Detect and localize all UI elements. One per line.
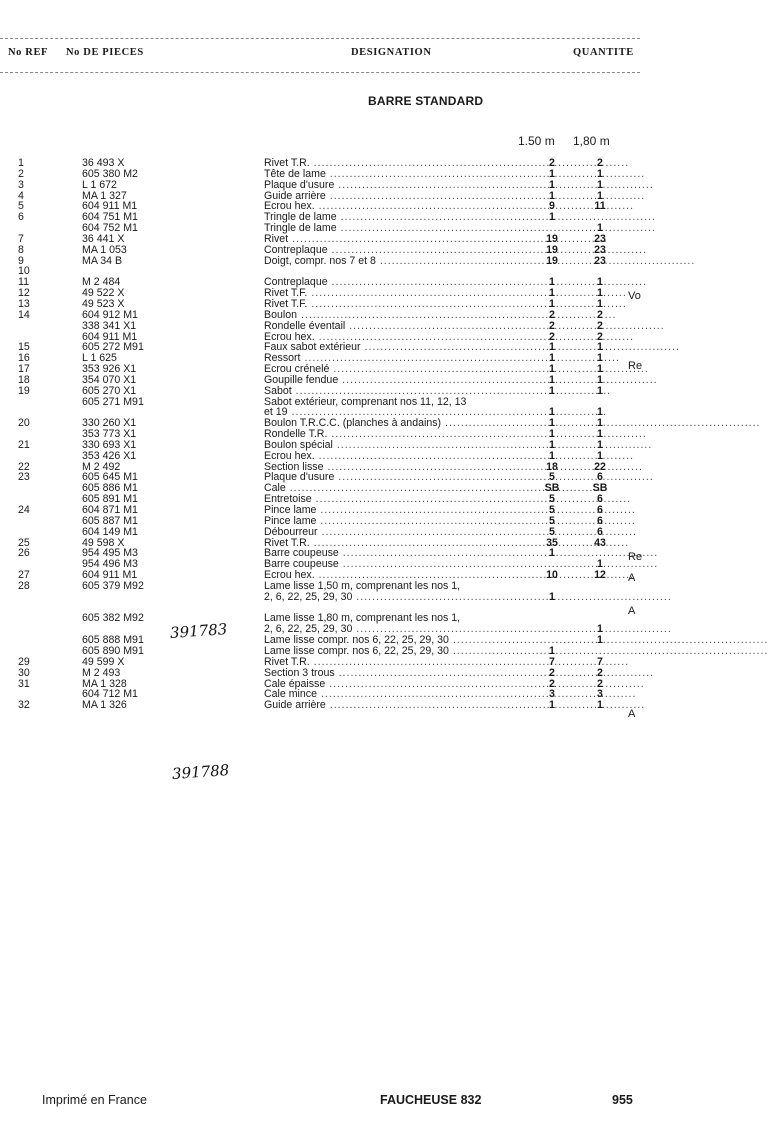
quantity-180: 6 [597, 504, 603, 516]
quantity-180: 43 [594, 536, 606, 549]
margin-mark: A [628, 572, 636, 584]
part-number: 954 495 M3 [82, 547, 138, 560]
designation: Tringle de lame ..... [264, 223, 526, 234]
designation: Doigt, compr. nos 7 et 8 ..... [264, 256, 526, 267]
designation: Rondelle éventail ..... [264, 321, 526, 332]
quantity-150: 1 [549, 384, 555, 397]
quantity-180: 1 [597, 634, 603, 647]
designation: Section lisse ..... [264, 462, 526, 473]
part-number: M 2 492 [82, 460, 121, 473]
quantity-180: 1 [597, 417, 603, 430]
quantity-150: 1 [549, 276, 555, 289]
designation: Tête de lame ..... [264, 169, 526, 180]
designation: Cale mince ..... [264, 689, 526, 700]
quantity-180: 22 [594, 460, 606, 473]
ref-number: 5 [18, 200, 24, 213]
ref-number: 17 [18, 363, 30, 376]
quantity-150: 3 [549, 688, 555, 701]
table-row [0, 256, 640, 267]
quantity-180: 23 [594, 243, 606, 256]
quantity-150: 19 [546, 243, 558, 256]
ref-number: 12 [18, 287, 30, 300]
ref-number: 24 [18, 504, 30, 516]
quantity-180: 2 [597, 330, 603, 343]
ref-number: 6 [18, 211, 24, 224]
quantity-180: 1 [597, 373, 603, 386]
quantity-150: 5 [549, 493, 555, 506]
quantity-180: 6 [597, 471, 603, 484]
ref-number: 14 [18, 308, 30, 321]
part-number: 605 270 X1 [82, 384, 137, 397]
designation: Rivet T.R. ..... [264, 538, 526, 549]
footer-printed: Imprimé en France [42, 1093, 147, 1107]
quantity-180: 6 [597, 514, 603, 527]
ref-number: 25 [18, 536, 30, 549]
margin-mark: Vo [628, 290, 641, 302]
quantity-180: 1 [597, 449, 603, 462]
ref-number: 1 [18, 157, 24, 169]
ref-number: 21 [18, 438, 30, 451]
table-row [0, 245, 640, 256]
designation: Lame lisse 1,80 m, comprenant les nos 1, [264, 612, 461, 625]
designation: Section 3 trous ..... [264, 668, 526, 679]
ref-number: 7 [18, 232, 24, 245]
designation: Lame lisse compr. nos 6, 22, 25, 29, 30 ..... [264, 646, 526, 657]
quantity-180: 3 [597, 688, 603, 701]
part-number: 49 598 X [82, 536, 125, 549]
part-number: 338 341 X1 [82, 319, 137, 332]
quantity-150: 1 [549, 417, 555, 430]
quantity-150: SB [544, 482, 560, 495]
part-number: 36 493 X [82, 157, 125, 169]
designation: Lame lisse compr. nos 6, 22, 25, 29, 30 ..... [264, 635, 526, 646]
part-number: 605 891 M1 [82, 493, 138, 506]
ref-number: 9 [18, 254, 24, 267]
quantity-150: 5 [549, 504, 555, 516]
quantity-150: 1 [549, 189, 555, 202]
designation: Ecrou hex. ..... [264, 570, 526, 581]
designation: Barre coupeuse ..... [264, 548, 526, 559]
quantity-180: 12 [594, 569, 606, 582]
part-number: 605 886 M1 [82, 482, 138, 495]
part-number: 604 912 M1 [82, 308, 138, 321]
part-number: MA 1 053 [82, 243, 127, 256]
designation: Pince lame ..... [264, 505, 526, 516]
ref-number: 27 [18, 569, 30, 582]
designation: Boulon T.R.C.C. (planches à andains) ..... [264, 418, 526, 429]
part-number: 605 888 M91 [82, 634, 144, 647]
ref-number: 16 [18, 352, 30, 365]
designation: Débourreur ..... [264, 527, 526, 538]
part-number: 330 260 X1 [82, 417, 137, 430]
ref-number: 31 [18, 677, 30, 690]
margin-mark: A [628, 708, 636, 720]
quantity-150: 5 [549, 471, 555, 484]
quantity-180: 23 [594, 254, 606, 267]
designation: Lame lisse 1,50 m, comprenant les nos 1, [264, 579, 461, 592]
designation: Boulon ..... [264, 310, 526, 321]
part-number: 604 149 M1 [82, 525, 138, 538]
designation: Sabot ..... [264, 386, 526, 397]
quantity-180: 1 [597, 623, 603, 636]
quantity-150: 1 [549, 699, 555, 712]
margin-mark: Re [628, 360, 643, 372]
table-row [0, 668, 640, 679]
quantity-150: 19 [546, 254, 558, 267]
parts-table [0, 157, 643, 712]
quantity-180: 6 [597, 525, 603, 538]
part-number: L 1 625 [82, 352, 117, 365]
table-row [0, 321, 640, 332]
ref-number: 30 [18, 666, 30, 679]
quantity-180: 2 [597, 319, 603, 332]
part-number: 49 522 X [82, 287, 125, 300]
ref-number: 18 [18, 373, 30, 386]
quantity-150: 19 [546, 232, 558, 245]
designation: Ressort ..... [264, 353, 526, 364]
designation: Contreplaque ..... [264, 277, 526, 288]
quantity-150: 1 [549, 297, 555, 310]
quantity-180: 6 [597, 493, 603, 506]
table-row [0, 700, 640, 711]
designation: Cale épaisse ..... [264, 679, 526, 690]
quantity-180: 1 [597, 276, 603, 289]
quantity-150: 1 [549, 547, 555, 560]
part-number: 605 890 M91 [82, 644, 144, 657]
quantity-150: 2 [549, 319, 555, 332]
table-row [0, 386, 640, 397]
designation: Rivet T.R. ..... [264, 158, 526, 169]
quantity-180: 1 [597, 287, 603, 300]
part-number: 604 911 M1 [82, 569, 138, 582]
designation: Barre coupeuse ..... [264, 559, 526, 570]
part-number: 353 426 X1 [82, 449, 137, 462]
quantity-180: 1 [597, 352, 603, 365]
quantity-150: 7 [549, 655, 555, 668]
designation: Sabot extérieur, comprenant nos 11, 12, 13 [264, 395, 467, 408]
ref-number: 29 [18, 655, 30, 668]
part-number: 330 693 X1 [82, 438, 137, 451]
header-rule [0, 72, 640, 73]
designation: Pince lame ..... [264, 516, 526, 527]
table-row [0, 180, 640, 191]
designation: et 19 ..... [264, 407, 526, 418]
quantity-180: 2 [597, 157, 603, 169]
designation: Boulon spécial ..... [264, 440, 526, 451]
quantity-150: 1 [549, 449, 555, 462]
quantity-180: 7 [597, 655, 603, 668]
ref-number: 20 [18, 417, 30, 430]
part-number: M 2 493 [82, 666, 121, 679]
designation: Rondelle T.R. ..... [264, 429, 526, 440]
ref-number: 22 [18, 460, 30, 473]
quantity-180: 1 [597, 297, 603, 310]
part-number: 353 773 X1 [82, 428, 137, 441]
quantity-180: 1 [597, 428, 603, 441]
quantity-150: 1 [549, 167, 555, 180]
quantity-150: 2 [549, 330, 555, 343]
quantity-150: 1 [549, 438, 555, 451]
col-pieces-header: No DE PIECES [66, 47, 144, 58]
designation: Tringle de lame ..... [264, 212, 526, 223]
part-number: 954 496 M3 [82, 558, 138, 571]
quantity-180: 1 [597, 699, 603, 712]
designation: Entretoise ..... [264, 494, 526, 505]
ref-number: 26 [18, 547, 30, 560]
part-number: 604 712 M1 [82, 688, 138, 701]
part-number: 49 523 X [82, 297, 125, 310]
part-number: 605 379 M92 [82, 579, 144, 592]
ref-number: 19 [18, 384, 30, 397]
quantity-150: 35 [546, 536, 558, 549]
designation: Rivet ..... [264, 234, 526, 245]
quantity-150: 18 [546, 460, 558, 473]
quantity-180: 23 [594, 232, 606, 245]
part-number: 605 380 M2 [82, 167, 138, 180]
part-number: 354 070 X1 [82, 373, 137, 386]
part-number: 604 911 M1 [82, 200, 138, 213]
ref-number: 32 [18, 699, 30, 712]
qty-column-150: 1.50 m [518, 134, 555, 148]
designation: Ecrou hex. ..... [264, 201, 526, 212]
quantity-180: 1 [597, 363, 603, 376]
ref-number: 23 [18, 471, 30, 484]
quantity-180: 11 [594, 200, 606, 213]
designation: Rivet T.F. ..... [264, 288, 526, 299]
part-number: 49 599 X [82, 655, 125, 668]
designation: Ecrou crénelé ..... [264, 364, 526, 375]
quantity-180: 1 [597, 406, 603, 419]
designation: Ecrou hex. ..... [264, 451, 526, 462]
part-number: M 2 484 [82, 276, 121, 289]
quantity-180: 1 [597, 438, 603, 451]
part-number: MA 34 B [82, 254, 123, 267]
designation: Plaque d'usure ..... [264, 180, 526, 191]
part-number: 353 926 X1 [82, 363, 137, 376]
ref-number: 4 [18, 189, 24, 202]
table-row [0, 527, 640, 538]
quantity-180: 2 [597, 666, 603, 679]
ref-number: 13 [18, 297, 30, 310]
ref-number: 15 [18, 341, 30, 354]
ref-number: 8 [18, 243, 24, 256]
ref-number: 2 [18, 167, 24, 180]
part-number: 604 751 M1 [82, 211, 138, 224]
quantity-150: 1 [549, 178, 555, 191]
part-number: MA 1 328 [82, 677, 127, 690]
ref-number: 3 [18, 178, 24, 191]
quantity-150: 1 [549, 406, 555, 419]
quantity-180: 1 [597, 178, 603, 191]
quantity-180: 1 [597, 558, 603, 571]
col-designation-header: DESIGNATION [351, 47, 432, 58]
quantity-150: 2 [549, 677, 555, 690]
quantity-150: 1 [549, 211, 555, 224]
ref-number: 11 [18, 276, 29, 289]
quantity-150: 1 [549, 287, 555, 300]
part-number: 604 871 M1 [82, 504, 138, 516]
quantity-150: 9 [549, 200, 555, 213]
ref-number: 28 [18, 579, 30, 592]
page-number: 955 [612, 1093, 633, 1107]
designation: Faux sabot extérieur ..... [264, 342, 526, 353]
handwritten-note-25: 391783 [169, 620, 228, 642]
quantity-180: 1 [597, 384, 603, 397]
section-title: BARRE STANDARD [368, 94, 484, 108]
table-row [0, 451, 640, 462]
part-number: MA 1 326 [82, 699, 127, 712]
quantity-180: SB [592, 482, 608, 495]
part-number: 605 645 M1 [82, 471, 138, 484]
col-quantity-header: QUANTITE [573, 47, 634, 58]
quantity-150: 2 [549, 157, 555, 169]
handwritten-note-29: 391788 [171, 761, 230, 783]
quantity-150: 1 [549, 363, 555, 376]
top-rule [0, 38, 640, 39]
part-number: 605 271 M91 [82, 395, 144, 408]
designation: Guide arrière ..... [264, 191, 526, 202]
designation: Ecrou hex. ..... [264, 332, 526, 343]
quantity-150: 1 [549, 341, 555, 354]
designation: Cale ..... [264, 483, 526, 494]
quantity-180: 1 [597, 167, 603, 180]
part-number: 605 887 M1 [82, 514, 138, 527]
designation: Rivet T.F. ..... [264, 299, 526, 310]
part-number: 604 911 M1 [82, 330, 138, 343]
part-number: 605 382 M92 [82, 612, 144, 625]
margin-mark: A [628, 605, 636, 617]
quantity-180: 1 [597, 189, 603, 202]
table-row [0, 592, 640, 603]
designation: Guide arrière ..... [264, 700, 526, 711]
part-number: L 1 672 [82, 178, 117, 191]
footer-model: FAUCHEUSE 832 [380, 1093, 482, 1107]
col-ref-header: No REF [8, 47, 49, 58]
part-number: 605 272 M91 [82, 341, 144, 354]
part-number: MA 1 327 [82, 189, 127, 202]
designation: Rivet T.R. ..... [264, 657, 526, 668]
designation: Plaque d'usure ..... [264, 472, 526, 483]
quantity-150: 1 [549, 590, 555, 603]
designation: Goupille fendue ..... [264, 375, 526, 386]
designation: 2, 6, 22, 25, 29, 30 ..... [264, 624, 526, 635]
quantity-150: 2 [549, 308, 555, 321]
designation: Contreplaque ..... [264, 245, 526, 256]
quantity-150: 1 [549, 428, 555, 441]
quantity-150: 2 [549, 666, 555, 679]
quantity-150: 1 [549, 352, 555, 365]
ref-number: 10 [18, 265, 30, 278]
quantity-150: 1 [549, 373, 555, 386]
quantity-150: 5 [549, 525, 555, 538]
margin-mark: Re [628, 551, 643, 563]
quantity-180: 1 [597, 341, 603, 354]
qty-column-180: 1,80 m [573, 134, 610, 148]
quantity-180: 1 [597, 222, 603, 235]
quantity-180: 2 [597, 677, 603, 690]
part-number: 604 752 M1 [82, 222, 138, 235]
quantity-180: 2 [597, 308, 603, 321]
designation: 2, 6, 22, 25, 29, 30 ..... [264, 592, 526, 603]
quantity-150: 5 [549, 514, 555, 527]
quantity-150: 10 [546, 569, 558, 582]
quantity-150: 1 [549, 644, 555, 657]
part-number: 36 441 X [82, 232, 125, 245]
